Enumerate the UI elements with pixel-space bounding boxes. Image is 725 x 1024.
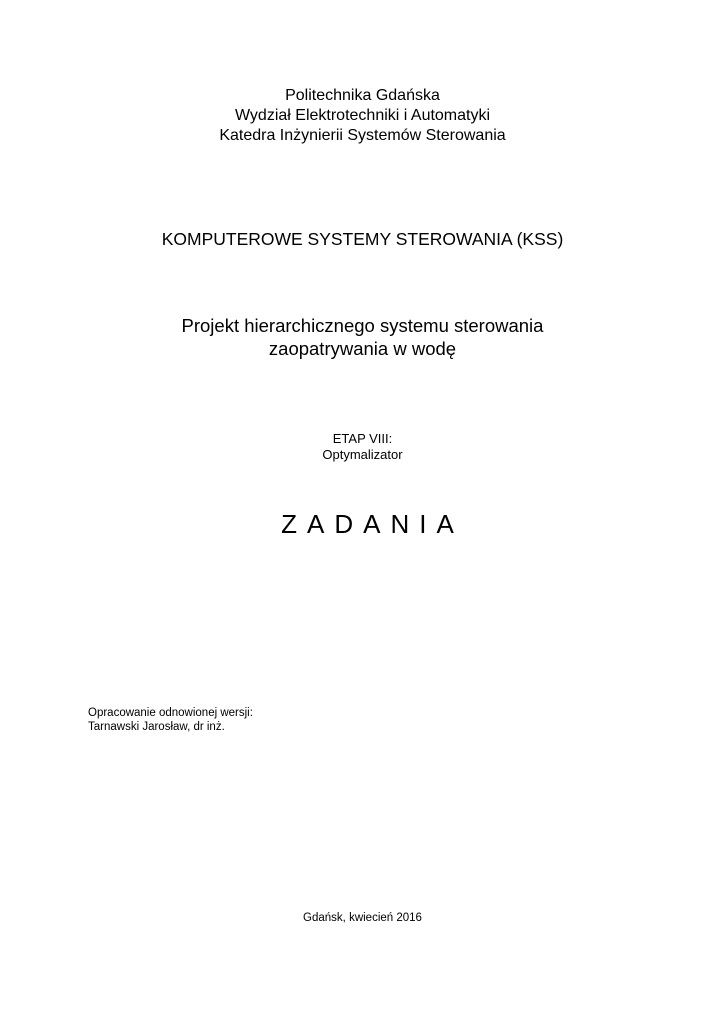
project-title-line-2: zaopatrywania w wodę	[268, 338, 457, 359]
stage-label: ETAP VIII:	[332, 431, 393, 446]
university-name: Politechnika Gdańska	[285, 87, 440, 104]
course-title: KOMPUTEROWE SYSTEMY STEROWANIA (KSS)	[161, 229, 564, 249]
department-name: Katedra Inżynierii Systemów Sterowania	[219, 127, 506, 144]
document-heading: ZADANIA	[281, 509, 464, 539]
faculty-name: Wydział Elektrotechniki i Automatyki	[234, 107, 491, 124]
place-and-date: Gdańsk, kwiecień 2016	[303, 912, 422, 924]
author-name: Tarnawski Jarosław, dr inż.	[88, 721, 225, 733]
author-label: Opracowanie odnowionej wersji:	[88, 707, 253, 719]
stage-name: Optymalizator	[322, 447, 403, 462]
project-title-line-1: Projekt hierarchicznego systemu sterowania	[181, 315, 544, 336]
